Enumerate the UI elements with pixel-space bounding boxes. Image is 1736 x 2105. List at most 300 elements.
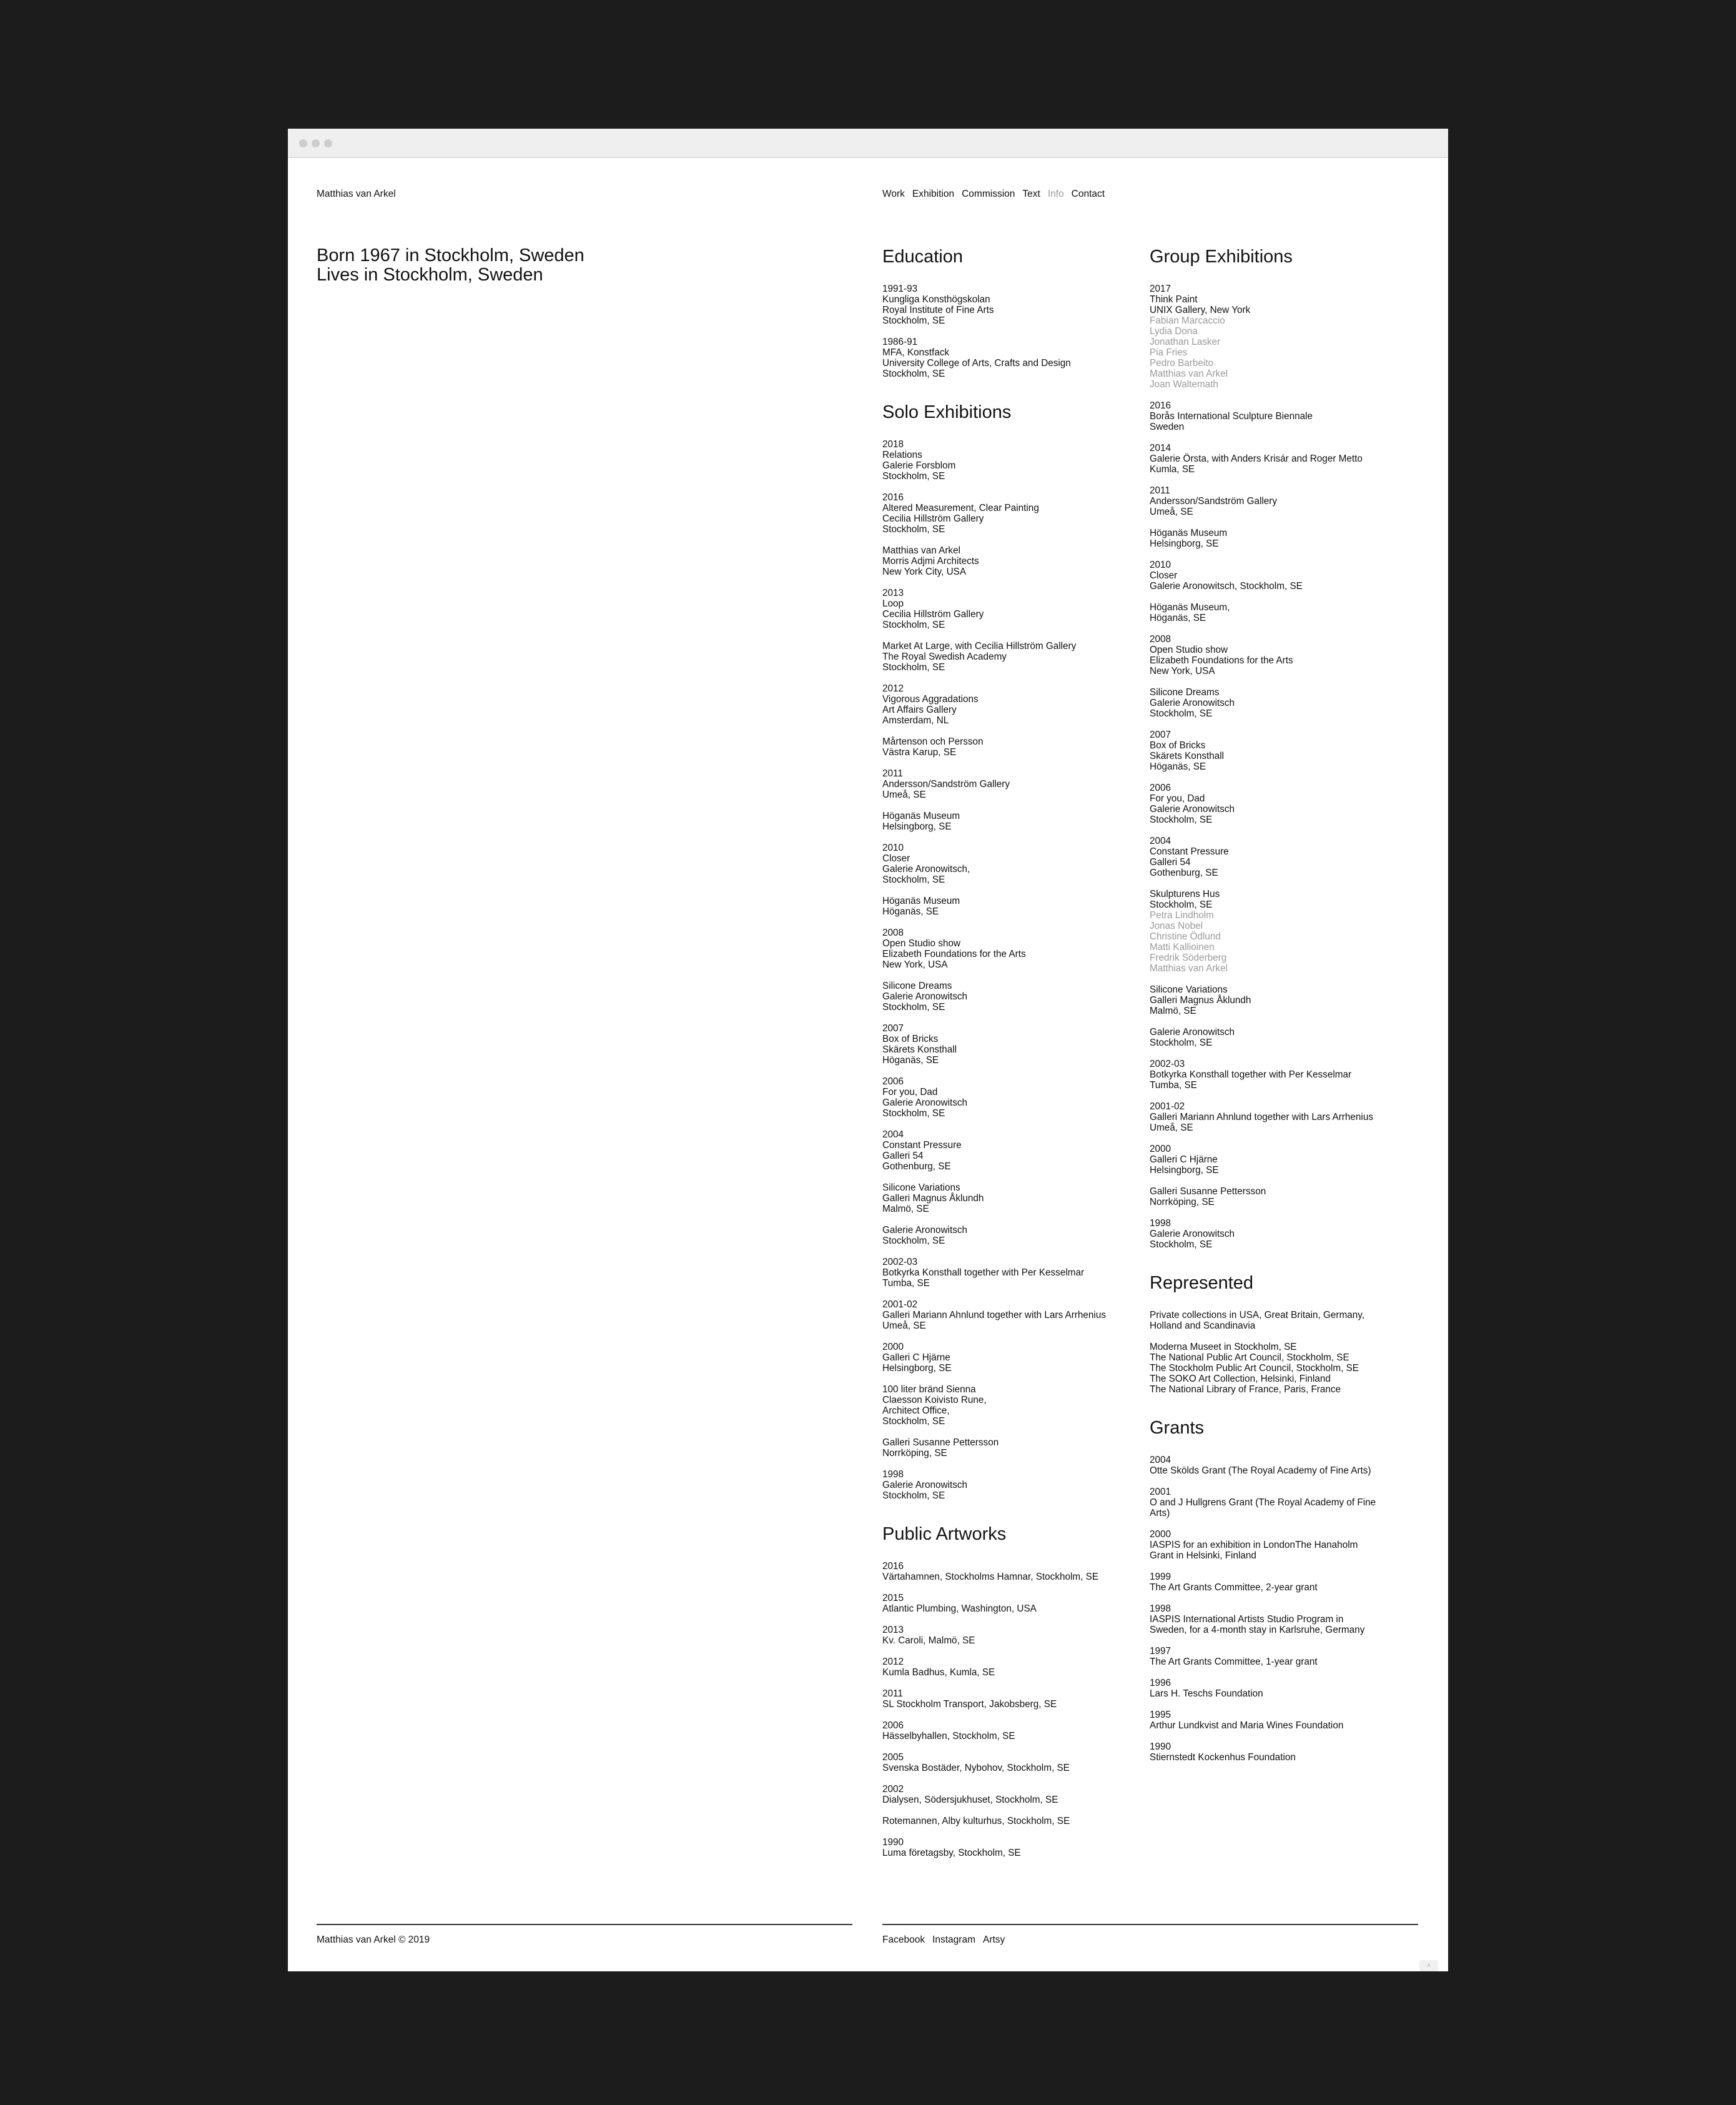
cv-entry xyxy=(1150,687,1393,719)
cv-entry-line: MFA, Konstfack xyxy=(882,347,950,358)
cv-entry-artist: Pia Fries xyxy=(1150,347,1188,358)
cv-entry-line: 2012 xyxy=(882,1657,904,1667)
cv-entry-line: Stockholm, SE xyxy=(1150,1239,1213,1250)
window-titlebar xyxy=(288,129,1448,158)
cv-entry-line: Galerie Aronowitsch xyxy=(1150,804,1235,815)
cv-entry-line: 2005 xyxy=(882,1752,904,1763)
cv-entry-line: 2001-02 xyxy=(882,1299,918,1310)
cv-entry xyxy=(1150,602,1393,623)
cv-entry-line: Constant Pressure xyxy=(882,1140,962,1151)
cv-entry xyxy=(1150,634,1393,676)
cv-entry xyxy=(882,1784,1107,1805)
bio-lives: Lives in Stockholm, Sweden xyxy=(317,265,543,285)
cv-entry-line: SL Stockholm Transport, Jakobsberg, SE xyxy=(882,1699,1057,1710)
cv-entry-line: Lars H. Teschs Foundation xyxy=(1150,1688,1263,1699)
section-title-solo-exhibitions: Solo Exhibitions xyxy=(882,402,1012,422)
cv-entry-line: Silicone Variations xyxy=(1150,984,1228,995)
cv-entry xyxy=(882,1657,1107,1678)
cv-entry-line: Galerie Örsta, with Anders Krisár and Roger Metto xyxy=(1150,453,1363,464)
cv-entry-line: 2002-03 xyxy=(1150,1059,1185,1069)
cv-entry xyxy=(882,1182,1107,1214)
cv-entry-line: 2001 xyxy=(1150,1487,1171,1497)
nav-work[interactable]: Work xyxy=(882,189,905,199)
cv-entry xyxy=(1150,443,1393,475)
cv-entry-line: 1995 xyxy=(1150,1710,1171,1720)
cv-entry xyxy=(882,1688,1107,1710)
section-spacer xyxy=(882,390,1107,402)
cv-entry-line: Royal Institute of Fine Arts xyxy=(882,305,994,315)
cv-entry-line: Arthur Lundkvist and Maria Wines Foundation xyxy=(1150,1720,1344,1731)
cv-entry-line: Luma företagsby, Stockholm, SE xyxy=(882,1848,1021,1858)
cv-entry-artist: Joan Waltemath xyxy=(1150,379,1218,390)
footer-copyright: Matthias van Arkel © 2019 xyxy=(317,1934,430,1945)
footer-divider-right xyxy=(882,1924,1418,1925)
cv-entry-line: For you, Dad xyxy=(1150,793,1205,804)
cv-entry-line: Helsingborg, SE xyxy=(1150,538,1219,549)
bio xyxy=(317,246,584,285)
cv-entry-line: 1986-91 xyxy=(882,337,918,347)
cv-entry-line: For you, Dad xyxy=(882,1087,938,1097)
cv-entry xyxy=(882,981,1107,1013)
cv-entry-line: Elizabeth Foundations for the Arts xyxy=(1150,655,1293,666)
cv-entry-line: Matthias van Arkel xyxy=(882,545,960,556)
cv-entry-line: Galerie Aronowitsch xyxy=(882,1225,968,1236)
cv-entry-line: 2014 xyxy=(1150,443,1171,453)
cv-entry-line: 2004 xyxy=(1150,1455,1171,1465)
cv-entry-line: Skärets Konsthall xyxy=(882,1044,957,1055)
cv-entry-artist: Matti Kallioinen xyxy=(1150,942,1215,953)
cv-entry-line: Moderna Museet in Stockholm, SE xyxy=(1150,1342,1297,1352)
cv-entry-line: Galerie Aronowitsch, xyxy=(882,864,970,874)
cv-entry xyxy=(1150,400,1393,432)
cv-entry xyxy=(1150,1342,1393,1395)
cv-entry xyxy=(1150,730,1393,772)
footer-links xyxy=(882,1934,1012,1946)
cv-entry-line: 1997 xyxy=(1150,1646,1171,1657)
section-title-education: Education xyxy=(882,247,963,267)
cv-entry xyxy=(882,1625,1107,1646)
cv-entry-line: Stockholm, SE xyxy=(882,1416,945,1427)
cv-entry-line: Galerie Aronowitsch, Stockholm, SE xyxy=(1150,581,1303,592)
cv-entry-line: Galleri C Hjärne xyxy=(882,1352,950,1363)
cv-entry-line: Morris Adjmi Architects xyxy=(882,556,979,567)
cv-entry-line: Galerie Aronowitsch xyxy=(1150,1027,1235,1038)
cv-entry-line: The SOKO Art Collection, Helsinki, Finland xyxy=(1150,1374,1331,1384)
cv-entry-line: 2001-02 xyxy=(1150,1101,1185,1112)
cv-entry-line: Galleri Mariann Ahnlund together with Lars Arrhenius xyxy=(882,1310,1106,1320)
cv-entry-line: Stockholm, SE xyxy=(1150,815,1213,825)
cv-entry xyxy=(882,928,1107,970)
cv-entry xyxy=(1150,1678,1393,1699)
nav-text[interactable]: Text xyxy=(1022,189,1040,199)
cv-entry-line: The Royal Swedish Academy xyxy=(882,651,1007,662)
cv-entry-line: Höganäs, SE xyxy=(882,906,939,917)
cv-entry xyxy=(1150,1487,1393,1518)
cv-entry xyxy=(882,337,1107,379)
cv-entry-line: Stockholm, SE xyxy=(882,1108,945,1119)
cv-entry-line: Norrköping, SE xyxy=(1150,1197,1215,1207)
cv-entry xyxy=(882,1593,1107,1614)
cv-entry-line: 2013 xyxy=(882,1625,904,1635)
cv-entry-line: Tumba, SE xyxy=(1150,1080,1197,1091)
cv-entry-line: Kv. Caroli, Malmö, SE xyxy=(882,1635,975,1646)
bio-born: Born 1967 in Stockholm, Sweden xyxy=(317,245,584,265)
cv-entry-line: The National Public Art Council, Stockholm, SE xyxy=(1150,1352,1349,1363)
cv-entry-line: Stockholm, SE xyxy=(882,1236,945,1246)
cv-entry-line: Relations xyxy=(882,450,922,460)
cv-entry-line: Malmö, SE xyxy=(882,1204,929,1214)
cv-entry-line: Constant Pressure xyxy=(1150,846,1229,857)
scroll-top-button[interactable] xyxy=(1419,1960,1438,1971)
cv-entry-line: Höganäs Museum xyxy=(1150,528,1228,538)
cv-entry-line: 2007 xyxy=(882,1023,904,1034)
cv-entry-line: Helsingborg, SE xyxy=(882,821,952,832)
cv-entry-line: 2016 xyxy=(882,492,904,503)
cv-entry-line: Sweden xyxy=(1150,422,1185,432)
cv-entry-line: Tumba, SE xyxy=(882,1278,930,1289)
cv-entry-line: New York, USA xyxy=(1150,666,1215,676)
cv-entry xyxy=(882,1437,1107,1459)
cv-entry-artist: Pedro Barbeito xyxy=(1150,358,1214,369)
nav-info[interactable]: Info xyxy=(1047,189,1064,199)
cv-entry-line: The Stockholm Public Art Council, Stockholm, SE xyxy=(1150,1363,1359,1374)
cv-entry-artist: Fabian Marcaccio xyxy=(1150,315,1225,326)
cv-entry-line: Helsingborg, SE xyxy=(1150,1165,1219,1176)
cv-entry-line: Västra Karup, SE xyxy=(882,747,957,758)
cv-entry-line: Stiernstedt Kockenhus Foundation xyxy=(1150,1752,1296,1763)
cv-entry-line: Höganäs, SE xyxy=(1150,761,1206,772)
cv-entry-line: Open Studio show xyxy=(1150,645,1228,655)
section-spacer xyxy=(882,1512,1107,1523)
cv-entry-line: Open Studio show xyxy=(882,938,961,949)
cv-entry-line: 2006 xyxy=(882,1720,904,1731)
cv-entry-line: 2010 xyxy=(1150,560,1171,570)
cv-column-right xyxy=(1150,246,1393,1773)
cv-entry xyxy=(1150,1310,1393,1331)
cv-entry-line: Dialysen, Södersjukhuset, Stockholm, SE xyxy=(882,1795,1058,1805)
cv-entry-line: O and J Hullgrens Grant (The Royal Academy of Fine xyxy=(1150,1497,1376,1508)
site-title[interactable]: Matthias van Arkel xyxy=(317,189,396,199)
cv-entry-line: Loop xyxy=(882,598,904,609)
cv-entry-line: Mårtenson och Persson xyxy=(882,736,984,747)
cv-entry-line: New York, USA xyxy=(882,959,948,970)
cv-entry-line: Otte Skölds Grant (The Royal Academy of Fine Arts) xyxy=(1150,1465,1371,1476)
cv-entry-line: Closer xyxy=(882,853,910,864)
cv-entry-line: The National Library of France, Paris, France xyxy=(1150,1384,1341,1395)
cv-entry-line: 2006 xyxy=(1150,783,1171,793)
cv-entry-line: Private collections in USA, Great Britain, Germany, xyxy=(1150,1310,1365,1320)
cv-entry-line: Galleri 54 xyxy=(882,1151,924,1161)
cv-entry-line: University College of Arts, Crafts and Design xyxy=(882,358,1071,369)
cv-entry-line: 2000 xyxy=(882,1342,904,1352)
cv-entry-line: 1998 xyxy=(882,1469,904,1480)
cv-entry-line: Galerie Aronowitsch xyxy=(1150,1229,1235,1239)
cv-entry-line: The Art Grants Committee, 2-year grant xyxy=(1150,1582,1318,1593)
cv-entry-line: Galerie Aronowitsch xyxy=(882,1480,968,1490)
cv-entry-line: Altered Measurement, Clear Painting xyxy=(882,503,1039,513)
cv-entry-line: 2010 xyxy=(882,843,904,853)
cv-entry-line: Botkyrka Konsthall together with Per Kesselmar xyxy=(1150,1069,1352,1080)
cv-entry-line: Kumla Badhus, Kumla, SE xyxy=(882,1667,995,1678)
cv-entry-line: 2004 xyxy=(1150,836,1171,846)
cv-entry-line: 1990 xyxy=(882,1837,904,1848)
cv-entry-line: Claesson Koivisto Rune, xyxy=(882,1395,987,1405)
window-minimize-dot[interactable] xyxy=(312,139,320,147)
cv-entry-line: 2015 xyxy=(882,1593,904,1603)
cv-entry xyxy=(1150,1710,1393,1731)
browser-window xyxy=(288,129,1448,1971)
cv-entry-line: Arts) xyxy=(1150,1508,1170,1518)
cv-entry xyxy=(882,492,1107,535)
cv-entry-line: Galleri 54 xyxy=(1150,857,1191,868)
cv-entry xyxy=(1150,1186,1393,1207)
cv-entry xyxy=(882,1720,1107,1741)
cv-entry xyxy=(882,1023,1107,1066)
section-title-group-exhibitions: Group Exhibitions xyxy=(1150,247,1293,267)
cv-entry-line: Stockholm, SE xyxy=(882,874,945,885)
cv-entry-line: Höganäs, SE xyxy=(882,1055,939,1066)
cv-entry-line: 2008 xyxy=(1150,634,1171,645)
cv-entry xyxy=(1150,560,1393,592)
cv-entry-line: Stockholm, SE xyxy=(882,620,945,630)
cv-entry-line: Amsterdam, NL xyxy=(882,715,949,726)
cv-entry-line: Stockholm, SE xyxy=(1150,708,1213,719)
cv-entry-line: 2011 xyxy=(1150,485,1170,496)
cv-entry xyxy=(1150,1144,1393,1176)
cv-entry xyxy=(1150,1646,1393,1667)
cv-entry xyxy=(882,439,1107,482)
cv-entry-artist: Petra Lindholm xyxy=(1150,910,1214,921)
cv-entry xyxy=(882,1299,1107,1331)
cv-entry xyxy=(882,1225,1107,1246)
cv-entry-line: Rotemannen, Alby kulturhus, Stockholm, SE xyxy=(882,1816,1070,1826)
chevron-up-icon: ^ xyxy=(1426,1962,1431,1971)
cv-entry-line: Stockholm, SE xyxy=(1150,899,1213,910)
cv-entry-line: Skärets Konsthall xyxy=(1150,751,1225,761)
cv-entry xyxy=(882,683,1107,726)
cv-entry-line: 2011 xyxy=(882,768,903,779)
cv-entry-line: Sweden, for a 4-month stay in Karlsruhe, Germany xyxy=(1150,1625,1365,1635)
cv-entry-line: Silicone Variations xyxy=(882,1182,960,1193)
cv-entry xyxy=(882,1076,1107,1119)
cv-entry-line: 2007 xyxy=(1150,730,1171,740)
cv-entry-line: Think Paint xyxy=(1150,294,1198,305)
cv-entry xyxy=(1150,1455,1393,1476)
cv-entry xyxy=(882,641,1107,673)
cv-entry xyxy=(1150,889,1393,974)
cv-entry xyxy=(882,1129,1107,1172)
cv-entry xyxy=(882,1342,1107,1374)
cv-entry xyxy=(1150,1059,1393,1091)
cv-entry-line: Skulpturens Hus xyxy=(1150,889,1220,899)
cv-entry-line: Stockholm, SE xyxy=(882,524,945,535)
cv-entry-line: Silicone Dreams xyxy=(1150,687,1220,698)
cv-entry xyxy=(1150,836,1393,878)
cv-entry xyxy=(882,1561,1107,1582)
cv-entry-line: Stockholm, SE xyxy=(1150,1038,1213,1048)
cv-entry-line: UNIX Gallery, New York xyxy=(1150,305,1251,315)
cv-entry-artist: Lydia Dona xyxy=(1150,326,1198,337)
cv-entry-line: Kumla, SE xyxy=(1150,464,1195,475)
cv-entry-line: Closer xyxy=(1150,570,1178,581)
cv-entry xyxy=(882,1469,1107,1501)
cv-entry-line: Grant in Helsinki, Finland xyxy=(1150,1550,1256,1561)
cv-entry xyxy=(882,1384,1107,1427)
cv-entry xyxy=(1150,485,1393,517)
cv-entry xyxy=(1150,1101,1393,1133)
cv-entry-artist: Christine Ödlund xyxy=(1150,931,1221,942)
cv-entry-artist: Jonathan Lasker xyxy=(1150,337,1221,347)
cv-entry-line: 2016 xyxy=(882,1561,904,1572)
nav-commission[interactable]: Commission xyxy=(962,189,1015,199)
cv-entry-line: Art Affairs Gallery xyxy=(882,705,957,715)
cv-entry-line: 2008 xyxy=(882,928,904,938)
cv-entry-line: Andersson/Sandström Gallery xyxy=(1150,496,1278,507)
cv-entry-artist: Jonas Nobel xyxy=(1150,921,1203,931)
cv-entry-line: Stockholm, SE xyxy=(882,471,945,482)
cv-entry-line: Galleri Susanne Pettersson xyxy=(882,1437,999,1448)
cv-entry-line: Galleri Magnus Åklundh xyxy=(1150,995,1251,1006)
cv-entry-line: Galleri Mariann Ahnlund together with Lars Arrhenius xyxy=(1150,1112,1373,1122)
cv-entry-line: Elizabeth Foundations for the Arts xyxy=(882,949,1026,959)
section-title-represented: Represented xyxy=(1150,1273,1254,1293)
window-close-dot[interactable] xyxy=(299,139,307,147)
cv-entry-line: Höganäs Museum xyxy=(882,811,960,821)
cv-entry-line: Umeå, SE xyxy=(1150,1122,1193,1133)
nav-contact[interactable]: Contact xyxy=(1071,189,1105,199)
cv-entry-line: Galleri Susanne Pettersson xyxy=(1150,1186,1266,1197)
cv-entry-line: Svenska Bostäder, Nybohov, Stockholm, SE xyxy=(882,1763,1070,1773)
nav-exhibition[interactable]: Exhibition xyxy=(912,189,955,199)
cv-entry-line: Cecilia Hillström Gallery xyxy=(882,513,984,524)
cv-entry-line: Höganäs, SE xyxy=(1150,613,1206,623)
cv-entry-line: 2018 xyxy=(882,439,904,450)
cv-entry xyxy=(1150,783,1393,825)
cv-entry-line: 2004 xyxy=(882,1129,904,1140)
cv-entry xyxy=(1150,1741,1393,1763)
cv-entry-line: Market At Large, with Cecilia Hillström Gallery xyxy=(882,641,1077,651)
cv-entry-artist: Fredrik Söderberg xyxy=(1150,953,1227,963)
cv-entry xyxy=(882,736,1107,758)
cv-entry-line: Höganäs Museum, xyxy=(1150,602,1230,613)
window-maximize-dot[interactable] xyxy=(324,139,332,147)
cv-entry-line: 2000 xyxy=(1150,1529,1171,1540)
cv-entry xyxy=(1150,528,1393,549)
cv-entry-line: 2000 xyxy=(1150,1144,1171,1154)
cv-entry-line: Stockholm, SE xyxy=(882,1002,945,1013)
cv-entry xyxy=(882,545,1107,577)
cv-entry-line: Galleri Magnus Åklundh xyxy=(882,1193,984,1204)
cv-entry xyxy=(882,1837,1107,1858)
cv-entry-line: Hässelbyhallen, Stockholm, SE xyxy=(882,1731,1015,1741)
cv-entry-line: Architect Office, xyxy=(882,1405,950,1416)
cv-entry-line: 1999 xyxy=(1150,1572,1171,1582)
cv-entry-line: 2012 xyxy=(882,683,904,694)
cv-entry-artist: Matthias van Arkel xyxy=(1150,963,1228,974)
cv-entry-line: Gothenburg, SE xyxy=(1150,868,1218,878)
cv-entry-line: Galerie Aronowitsch xyxy=(882,991,968,1002)
cv-entry-line: Umeå, SE xyxy=(882,790,926,800)
cv-entry-line: Stockholm, SE xyxy=(882,369,945,379)
cv-entry-line: Höganäs Museum xyxy=(882,896,960,906)
cv-entry-line: 1998 xyxy=(1150,1603,1171,1614)
cv-entry-line: New York City, USA xyxy=(882,567,967,577)
footer-divider-left xyxy=(317,1924,852,1925)
cv-entry-line: Malmö, SE xyxy=(1150,1006,1196,1016)
cv-entry-line: 2017 xyxy=(1150,284,1171,294)
cv-entry-line: Borås International Sculpture Biennale xyxy=(1150,411,1313,422)
cv-entry xyxy=(882,1257,1107,1289)
cv-entry xyxy=(1150,1218,1393,1250)
cv-entry xyxy=(882,1816,1107,1826)
cv-entry xyxy=(882,588,1107,630)
cv-entry-line: Vigorous Aggradations xyxy=(882,694,979,705)
cv-entry-line: Stockholm, SE xyxy=(882,1490,945,1501)
cv-entry-line: IASPIS International Artists Studio Program in xyxy=(1150,1614,1344,1625)
main-nav xyxy=(882,189,1112,200)
cv-entry-line: 2013 xyxy=(882,588,904,598)
cv-column-left xyxy=(882,246,1107,1869)
section-title-grants: Grants xyxy=(1150,1418,1205,1438)
cv-entry-line: Box of Bricks xyxy=(882,1034,939,1044)
cv-entry-line: Silicone Dreams xyxy=(882,981,952,991)
cv-entry xyxy=(882,768,1107,800)
cv-entry xyxy=(882,843,1107,885)
cv-entry xyxy=(1150,984,1393,1016)
cv-entry-line: Andersson/Sandström Gallery xyxy=(882,779,1010,790)
section-title-public-artworks: Public Artworks xyxy=(882,1524,1007,1544)
cv-entry-line: Cecilia Hillström Gallery xyxy=(882,609,984,620)
cv-entry xyxy=(882,896,1107,917)
cv-entry xyxy=(1150,1603,1393,1635)
cv-entry-line: Värtahamnen, Stockholms Hamnar, Stockholm, SE xyxy=(882,1572,1099,1582)
cv-entry-line: Umeå, SE xyxy=(882,1320,926,1331)
cv-entry-artist: Matthias van Arkel xyxy=(1150,369,1228,379)
cv-entry-line: Kungliga Konsthögskolan xyxy=(882,294,990,305)
cv-entry-line: 1991-93 xyxy=(882,284,918,294)
cv-entry-line: 1996 xyxy=(1150,1678,1171,1688)
cv-entry-line: 2002-03 xyxy=(882,1257,918,1267)
footer-link-instagram[interactable]: Instagram xyxy=(932,1934,975,1945)
cv-entry-line: 2006 xyxy=(882,1076,904,1087)
cv-entry-line: Galerie Aronowitsch xyxy=(1150,698,1235,708)
cv-entry xyxy=(1150,1027,1393,1048)
cv-entry-line: Stockholm, SE xyxy=(882,315,945,326)
cv-entry-line: Norrköping, SE xyxy=(882,1448,947,1459)
cv-entry-line: Box of Bricks xyxy=(1150,740,1206,751)
footer-link-facebook[interactable]: Facebook xyxy=(882,1934,925,1945)
cv-entry-line: 2002 xyxy=(882,1784,904,1795)
cv-entry-line: Galerie Forsblom xyxy=(882,460,956,471)
footer-link-artsy[interactable]: Artsy xyxy=(983,1934,1005,1945)
cv-entry-line: Umeå, SE xyxy=(1150,507,1193,517)
cv-entry-line: IASPIS for an exhibition in LondonThe Hanaholm xyxy=(1150,1540,1358,1550)
cv-entry-line: Galleri C Hjärne xyxy=(1150,1154,1218,1165)
cv-entry-line: 2011 xyxy=(882,1688,903,1699)
cv-entry-line: 1998 xyxy=(1150,1218,1171,1229)
cv-entry xyxy=(1150,1529,1393,1561)
cv-entry-line: 2016 xyxy=(1150,400,1171,411)
cv-entry-line: Helsingborg, SE xyxy=(882,1363,952,1374)
cv-entry-line: Botkyrka Konsthall together with Per Kesselmar xyxy=(882,1267,1085,1278)
cv-entry xyxy=(882,1752,1107,1773)
cv-entry-line: Stockholm, SE xyxy=(882,662,945,673)
cv-entry-line: The Art Grants Committee, 1-year grant xyxy=(1150,1657,1318,1667)
cv-entry xyxy=(1150,1572,1393,1593)
cv-entry-line: Holland and Scandinavia xyxy=(1150,1320,1256,1331)
cv-entry xyxy=(882,811,1107,832)
cv-entry xyxy=(882,284,1107,326)
